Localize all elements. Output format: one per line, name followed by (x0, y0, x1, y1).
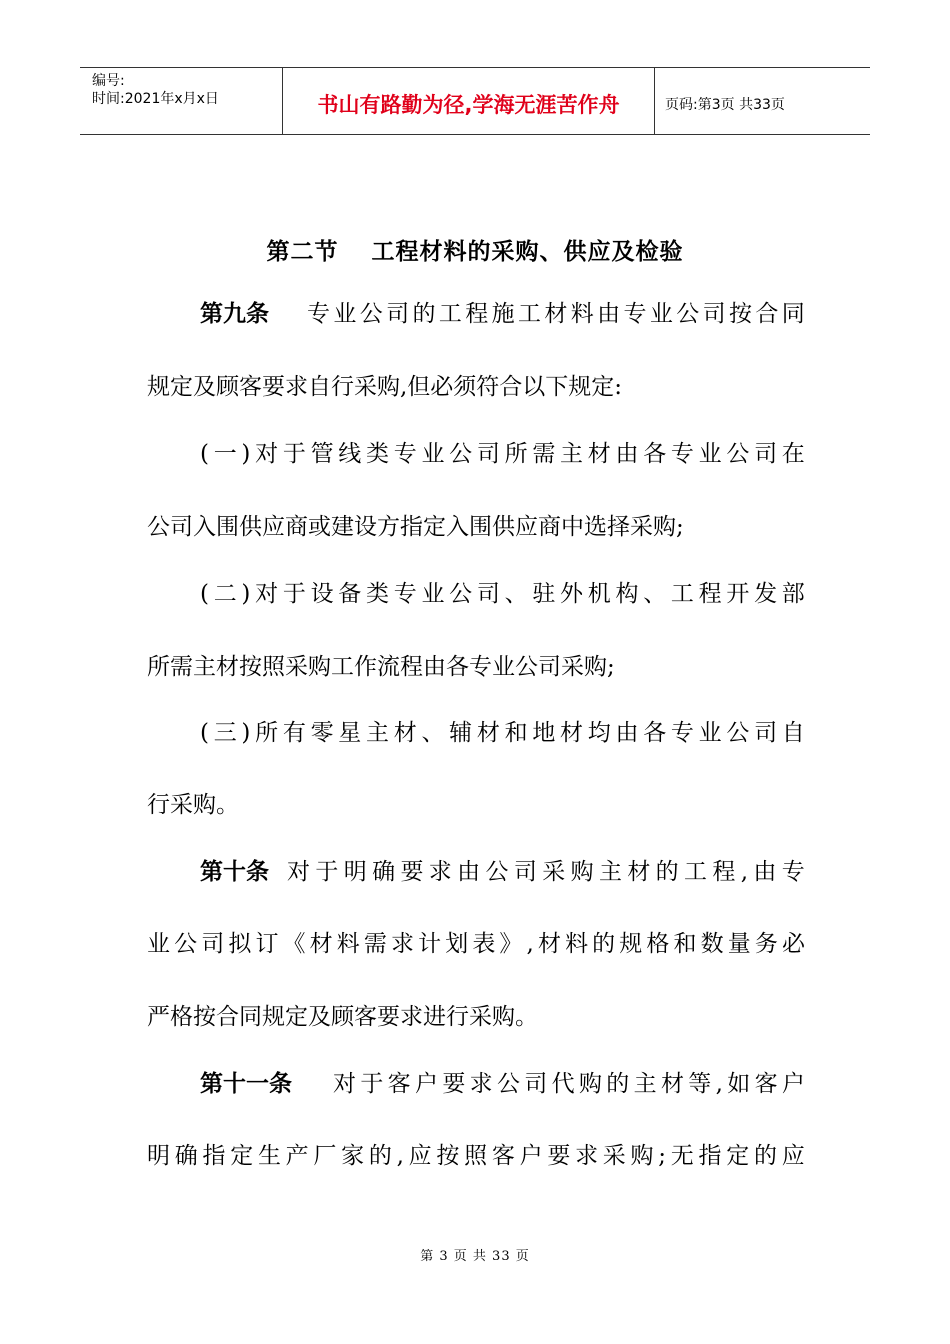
text-line-8: 行采购。 (147, 792, 239, 818)
document-time-label: 时间:2021年x月x日 (92, 91, 219, 107)
header-left-cell (80, 68, 283, 134)
text-line-10: 业 公 司 拟 订 《 材 料 需 求 计 划 表 》 , 材 料 的 规 格 和 数 量 务 必 (147, 931, 805, 957)
text-line-3: ( 一 ) 对 于 管 线 类 专 业 公 司 所 需 主 材 由 各 专 业 公 司 在 (200, 441, 805, 467)
text-line-7: ( 三 ) 所 有 零 星 主 材 、 辅 材 和 地 材 均 由 各 专 业 公 司 自 (200, 720, 805, 746)
text-line-9 (200, 855, 805, 889)
text-line-12 (200, 1067, 805, 1101)
text-line-1 (200, 297, 805, 331)
text-line-11: 严格按合同规定及顾客要求进行采购。 (147, 1004, 538, 1030)
document-number-label: 编号: (92, 73, 125, 89)
article-label: 第十一条 (200, 1070, 292, 1097)
text-line-5: ( 二 ) 对 于 设 备 类 专 业 公 司 、 驻 外 机 构 、 工 程 开 发 部 (200, 581, 805, 607)
line-text: 对 于 明 确 要 求 由 公 司 采 购 主 材 的 工 程 , 由 专 (287, 859, 805, 885)
article-label: 第十条 (200, 858, 269, 885)
header-page-info: 页码:第3页 共33页 (665, 97, 785, 113)
section-title: 第二节 工程材料的采购、供应及检验 (266, 238, 684, 265)
text-line-13: 明 确 指 定 生 产 厂 家 的 , 应 按 照 客 户 要 求 采 购 ; 无 指 定 的 应 (147, 1143, 805, 1169)
line-text: 对 于 客 户 要 求 公 司 代 购 的 主 材 等 , 如 客 户 (333, 1071, 805, 1097)
line-text: 专 业 公 司 的 工 程 施 工 材 料 由 专 业 公 司 按 合 同 (307, 301, 805, 327)
page-header (80, 67, 870, 135)
article-label: 第九条 (200, 300, 269, 327)
text-line-2: 规定及顾客要求自行采购,但必须符合以下规定: (147, 374, 623, 400)
page-footer: 第 3 页 共 33 页 (420, 1249, 530, 1264)
text-line-4: 公司入围供应商或建设方指定入围供应商中选择采购; (147, 514, 684, 540)
header-slogan: 书山有路勤为径,学海无涯苦作舟 (283, 68, 655, 134)
text-line-6: 所需主材按照采购工作流程由各专业公司采购; (147, 654, 615, 680)
